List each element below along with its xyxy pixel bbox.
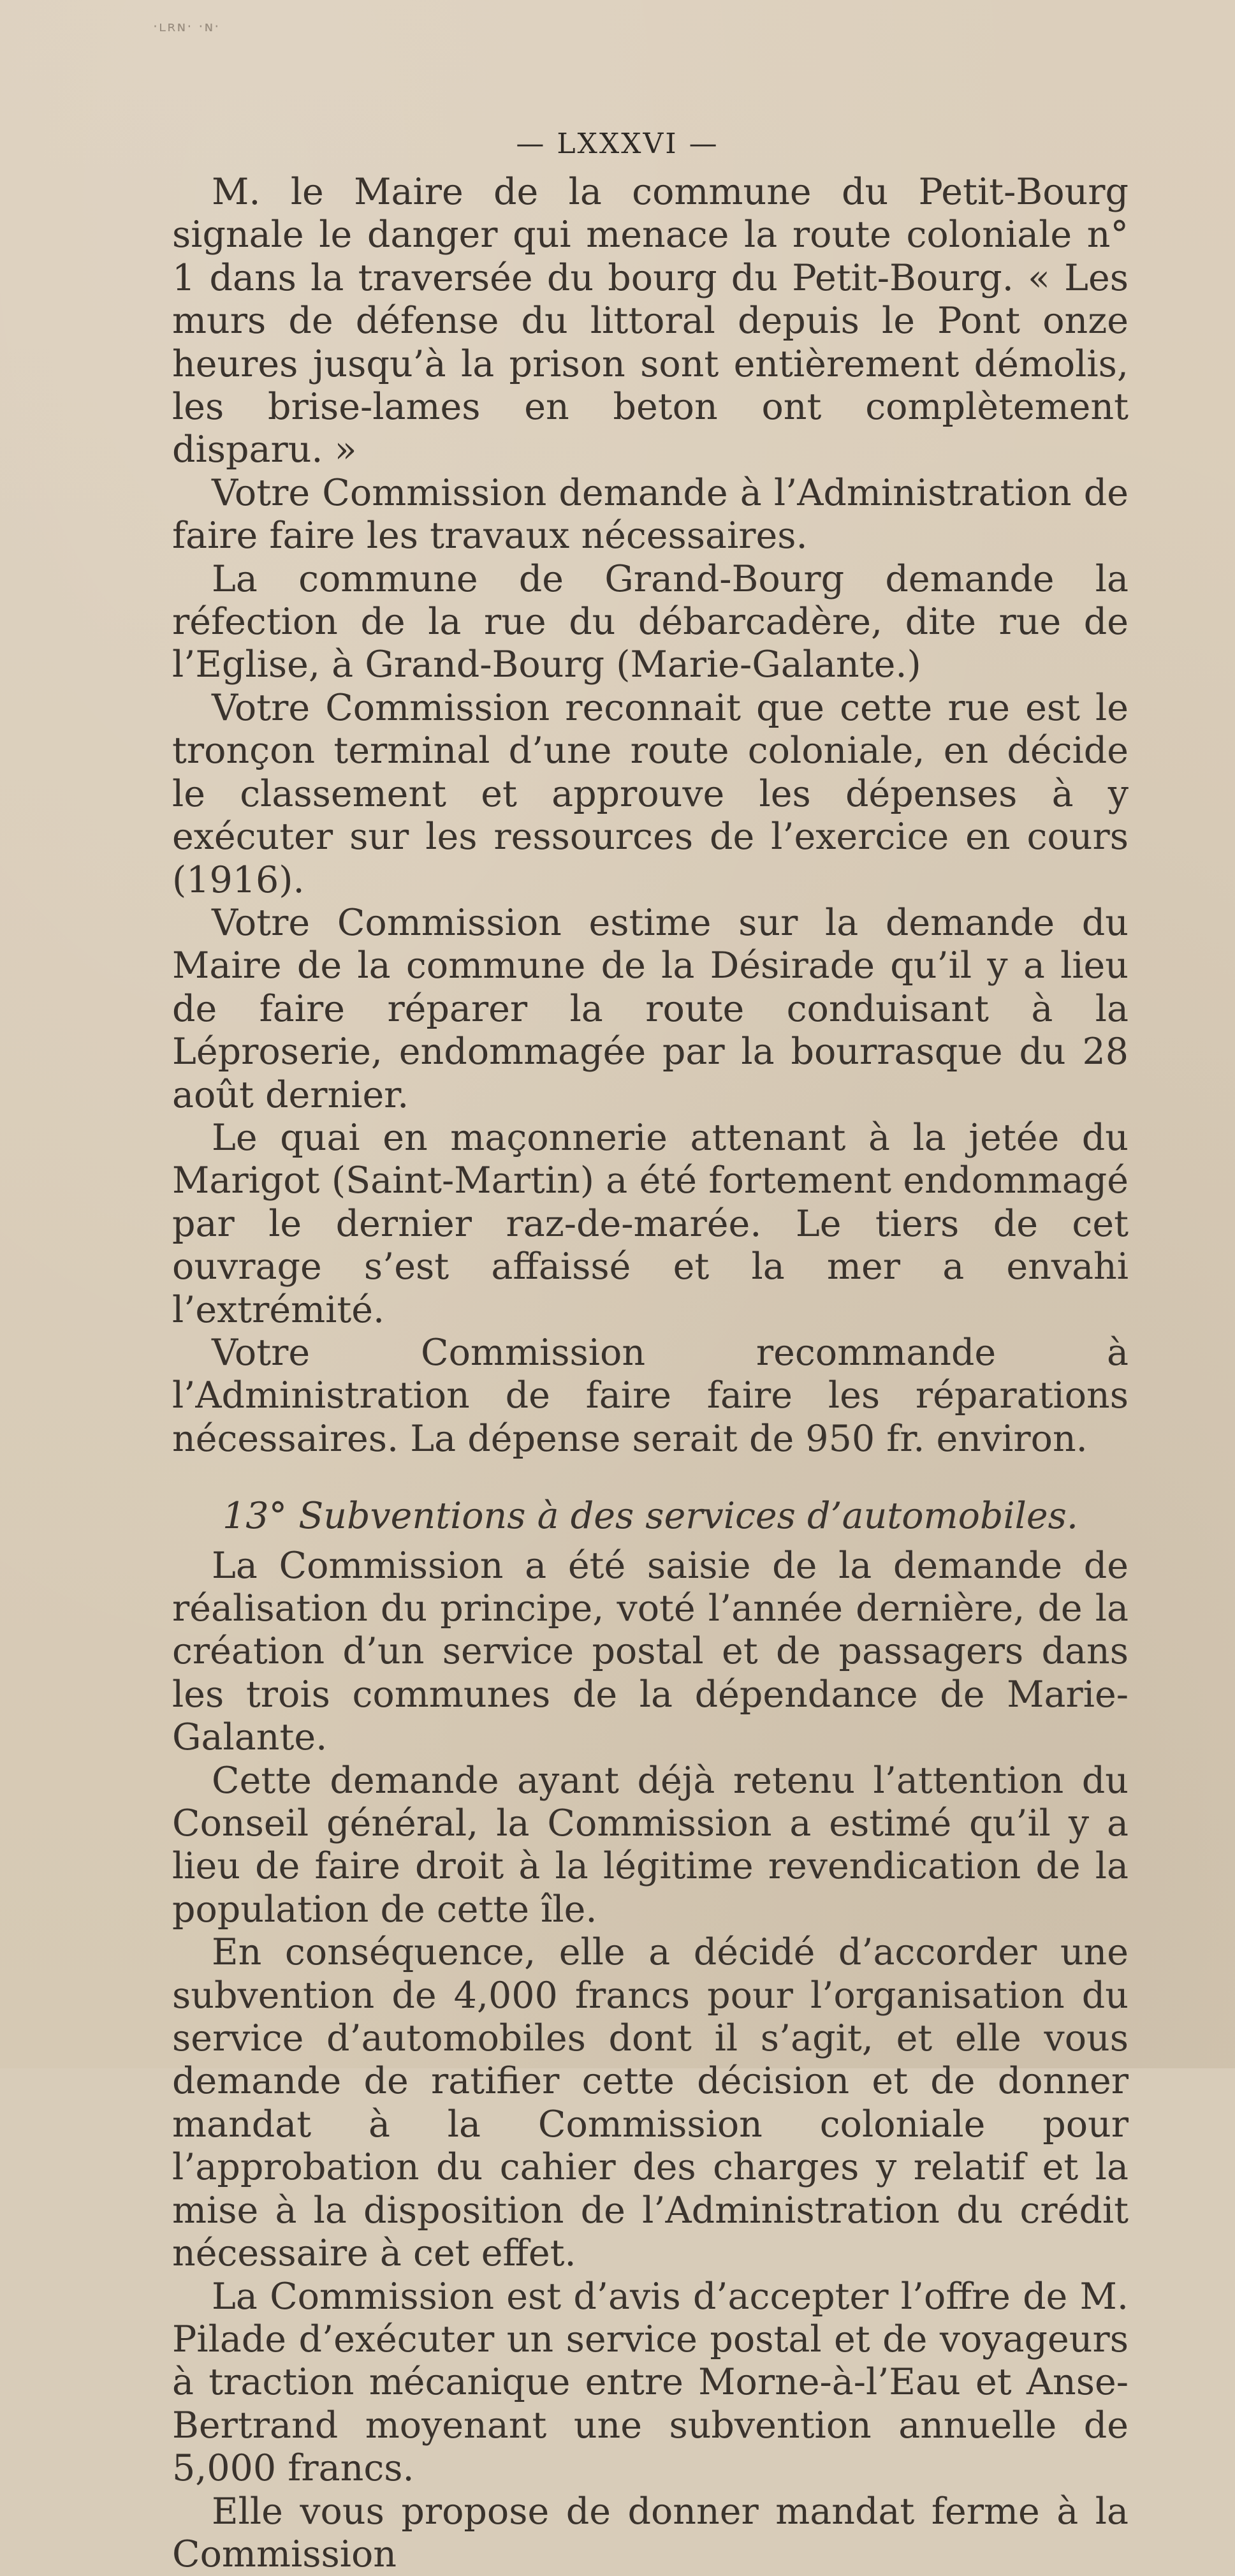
paragraph: M. le Maire de la commune du Petit-Bourg signale le danger qui menace la route coloniale n° 1 dans la traversée du bourg du Petit-Bourg. « Les murs de défense du littoral depuis le Pont onze heures jusqu’à la prison sont entièrement démolis, les brise-lames en beton ont complètement disparu. »: [172, 171, 1129, 471]
paragraph: Votre Commission demande à l’Administration de faire faire les travaux nécessaires.: [172, 471, 1129, 557]
paragraph: La Commission a été saisie de la demande de réalisation du principe, voté l’année dernière, de la création d’un service postal et de passagers dans les trois communes de la dépendance de Marie-Galante.: [172, 1544, 1129, 1759]
paragraph: La commune de Grand-Bourg demande la réfection de la rue du débarcadère, dite rue de l’Eglise, à Grand-Bourg (Marie-Galante.): [172, 557, 1129, 686]
body-text: [172, 171, 1129, 2576]
paragraph: Le quai en maçonnerie attenant à la jetée du Marigot (Saint-Martin) a été fortement endommagé par le dernier raz-de-marée. Le tiers de cet ouvrage s’est affaissé et la mer a envahi l’extrémité.: [172, 1116, 1129, 1331]
paragraph: En conséquence, elle a décidé d’accorder une subvention de 4,000 francs pour l’organisation du service d’automobiles dont il s’agit, et elle vous demande de ratifier cette décision et de donner mandat à la Commission coloniale pour l’approbation du cahier des charges y relatif et la mise à la disposition de l’Administration du crédit nécessaire à cet effet.: [172, 1931, 1129, 2275]
paragraph: Elle vous propose de donner mandat ferme à la Commission: [172, 2490, 1129, 2575]
paragraph: Votre Commission reconnait que cette rue est le tronçon terminal d’une route coloniale, en décide le classement et approuve les dépenses à y exécuter sur les ressources de l’exercice en cours (1916).: [172, 686, 1129, 901]
paragraph: Votre Commission recommande à l’Administration de faire faire les réparations nécessaires. La dépense serait de 950 fr. environ.: [172, 1331, 1129, 1460]
top-marks: ·ʟʀɴ· ·ɴ·: [153, 19, 221, 35]
page-header: — LXXXVI —: [516, 128, 719, 160]
paragraph: Votre Commission estime sur la demande du Maire de la commune de la Désirade qu’il y a lieu de faire réparer la route conduisant à la Léproserie, endommagée par la bourrasque du 28 août dernier.: [172, 901, 1129, 1116]
paragraph: Cette demande ayant déjà retenu l’attention du Conseil général, la Commission a estimé qu’il y a lieu de faire droit à la légitime revendication de la population de cette île.: [172, 1759, 1129, 1931]
paragraph: La Commission est d’avis d’accepter l’offre de M. Pilade d’exécuter un service postal et de voyageurs à traction mécanique entre Morne-à-l’Eau et Anse-Bertrand moyenant une subvention annuelle de 5,000 francs.: [172, 2275, 1129, 2490]
section-heading: 13° Subventions à des services d’automobiles.: [223, 1495, 1078, 1538]
